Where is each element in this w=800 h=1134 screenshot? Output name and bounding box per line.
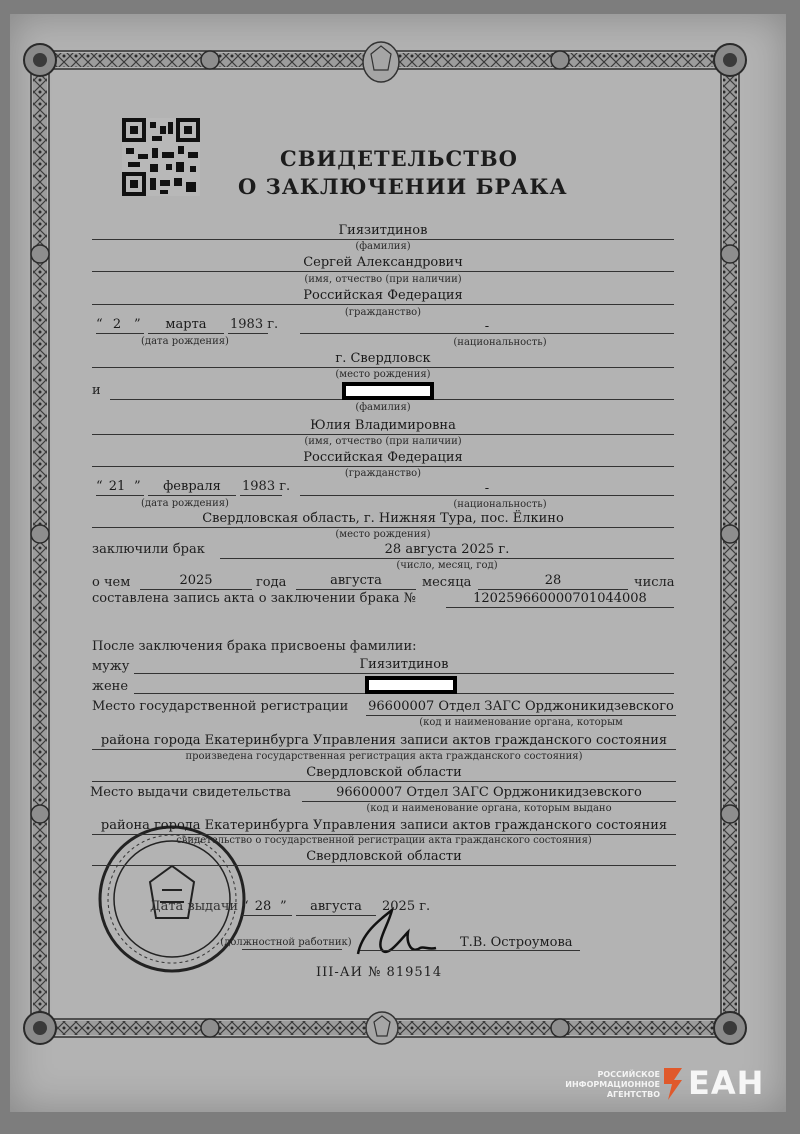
husband-birth-caption: (дата рождения) [141,336,229,347]
record-month: августа [330,573,382,588]
husband-nationality: - [484,319,490,334]
word-day: числа [634,575,675,590]
husband-name-caption: (имя, отчество (при наличии) [304,274,462,285]
record-label: составлена запись акта о заключении брака № [92,591,416,606]
husband-birth-month: марта [165,317,207,332]
coat-of-arms-icon [363,42,399,82]
issue-value-3: Свердловской области [306,849,462,864]
husband-birth-year: 1983 г. [230,317,279,332]
husband-birthplace: г. Свердловск [335,351,431,366]
agency-watermark-text: РОССИЙСКОЕ ИНФОРМАЦИОННОЕ АГЕНТСТВО [565,1070,660,1099]
redacted-wife-new-surname [365,676,457,694]
husband-birthplace-caption: (место рождения) [335,369,431,380]
wife-birth-month: февраля [163,479,221,494]
husband-nationality-caption: (национальность) [453,337,547,348]
wife-birth-year: 1983 г. [242,479,291,494]
word-month: месяца [422,575,472,590]
brand-logo-text: ЕАН [688,1064,765,1102]
husband-citizenship: Российская Федерация [303,288,463,303]
conjunction-and: и [92,383,101,398]
issue-value-1: 96600007 Отдел ЗАГС Орджоникидзевского [336,785,642,800]
wife-label: жене [92,679,129,694]
marriage-date-caption: (число, месяц, год) [396,560,498,571]
registration-value-2: района города Екатеринбурга Управления записи актов гражданского состояния [100,733,668,748]
issue-date-label: Дата выдачи [150,899,239,914]
wife-birthplace-caption: (место рождения) [335,529,431,540]
wife-name-caption: (имя, отчество (при наличии) [304,436,462,447]
issue-caption-2: свидетельство о государственной регистрации акта гражданского состояния) [176,835,592,846]
qr-code-icon [122,118,200,196]
registration-label: Место государственной регистрации [92,699,349,714]
issue-caption-1: (код и наименование органа, которым выдано [366,803,612,814]
wife-nationality: - [484,481,490,496]
issue-date-year: 2025 г. [382,899,431,914]
marriage-date: 28 августа 2025 г. [384,542,510,557]
husband-surname-caption: (фамилия) [355,241,411,252]
redacted-wife-surname [342,382,434,400]
husband-citizenship-caption: (гражданство) [344,307,422,318]
record-year: 2025 [179,573,213,588]
signature-scribble [358,910,436,954]
certificate-title-line2: О ЗАКЛЮЧЕНИИ БРАКА [238,174,568,199]
wife-name: Юлия Владимировна [310,418,456,433]
husband-name: Сергей Александрович [303,255,463,270]
wife-birth-day: 21 [108,479,126,494]
signature-role-caption: (должностной работник) [220,937,352,948]
surnames-heading: После заключения брака присвоены фамилии: [92,639,417,654]
husband-label: мужу [92,659,130,674]
issue-date-day: 28 [254,899,272,914]
certificate-serial-number: III-АИ № 819514 [316,965,443,980]
registration-value-3: Свердловской области [306,765,462,780]
wife-citizenship-caption: (гражданство) [344,468,422,479]
issue-label: Место выдачи свидетельства [90,785,291,800]
wife-birth-caption: (дата рождения) [141,498,229,509]
registration-caption-1: (код и наименование органа, которым [419,717,623,728]
husband-surname: Гиязитдинов [338,223,428,238]
registration-caption-2: произведена государственная регистрация акта гражданского состояния) [185,751,583,762]
certificate-title-line1: СВИДЕТЕЛЬСТВО [280,146,518,171]
word-year: года [256,575,287,590]
wife-birthplace: Свердловская область, г. Нижняя Тура, пос. Ёлкино [202,511,564,526]
wife-nationality-caption: (национальность) [453,499,547,510]
record-day: 28 [544,573,562,588]
issue-value-2: района города Екатеринбурга Управления записи актов гражданского состояния [100,818,668,833]
husband-new-surname: Гиязитдинов [359,657,449,672]
certificate-page: СВИДЕТЕЛЬСТВО О ЗАКЛЮЧЕНИИ БРАКА Гиязитдинов (фамилия) Сергей Александрович (имя, отчество (при наличии) Российская Федерация (гражданство) “ 2 ” марта 1983 г. (дата рождения) - (национальность) г. Свердловск (место рождения) и (фамилия) Юлия Владимировна (имя, отчество (при наличии) Российская Федерация (гражданство) “ 21 ” февраля 1983 г. (дата рождения) - (национальность) Свердловская область, г. Нижняя Тура, пос. Ёлкино (место рождения) заключили брак 28 августа 2025 г. (число, месяц, год) о чем 2025 года августа месяца 28 числа составлена запись акта о заключении брака № 120259660000701044008 После заключения брака присвоены фамилии: мужу Гиязитдинов жене Место государственной регистрации 96600007 Отдел ЗАГС Орджоникидзевского (код и наименование органа, которым района города Екатеринбурга Управления записи актов гражданского состояния произведена государственная регистрация акта гражданского состояния) Свердловской области Место выдачи свидетельства 96600007 Отдел ЗАГС Орджоникидзевского (код и наименование органа, которым выдано района города Екатеринбурга Управления записи актов гражданского состояния свидетельство о государственной регистрации акта гражданского состояния) Свердловской области Дата выдачи “ 28 ” августа 2025 г. (должностной работник) Т.В. Остроумова III-АИ № 819514 [10,14,786,1112]
marriage-label: заключили брак [92,542,205,557]
lightning-logo-icon [662,1066,686,1102]
signatory-name: Т.В. Остроумова [460,935,573,950]
issue-date-month: августа [310,899,362,914]
registration-value-1: 96600007 Отдел ЗАГС Орджоникидзевского [368,699,674,714]
wife-surname-caption: (фамилия) [355,402,411,413]
record-prefix: о чем [92,575,131,590]
wife-citizenship: Российская Федерация [303,450,463,465]
husband-birth-day: 2 [112,317,122,332]
record-number: 120259660000701044008 [473,591,647,606]
